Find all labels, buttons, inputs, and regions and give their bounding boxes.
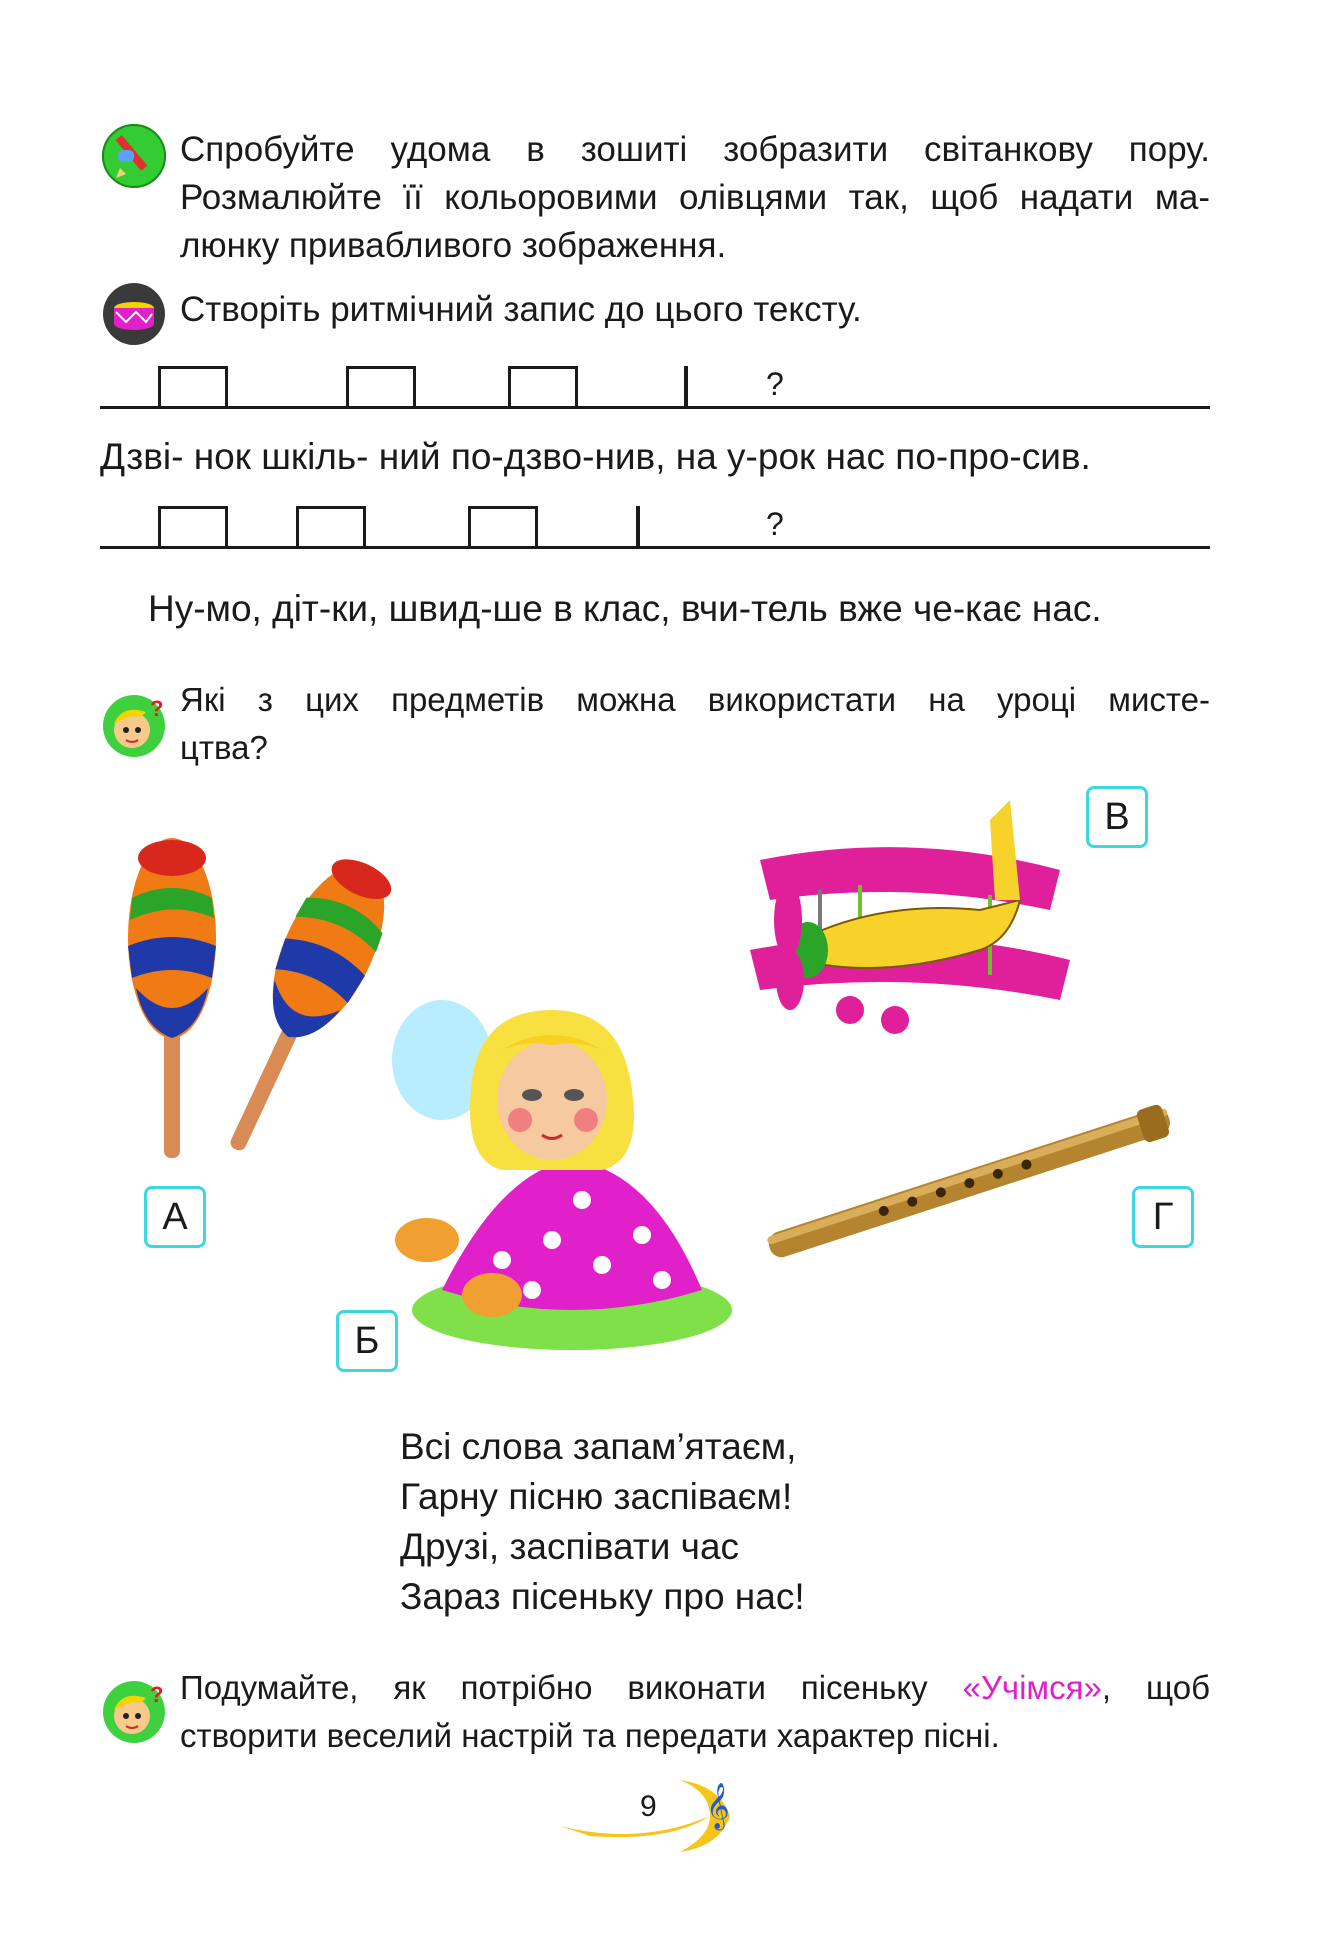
poem [400,1422,805,1622]
footer-swoosh [560,1776,760,1856]
task-song-after: , щоб [1101,1669,1211,1706]
task-draw-line-3: люнку привабливого зображення. [180,226,727,265]
rhythm-box[interactable] [508,366,578,407]
rhythm-question-mark: ? [766,506,784,542]
maracas-picture [120,838,410,1198]
task-items-text [180,676,1210,772]
pencil-draw-icon [102,124,166,188]
rhythm-question-mark: ? [766,366,784,402]
rhythm-line [100,406,1210,409]
poem-line-4: Зараз пісеньку про нас! [400,1576,805,1617]
task-draw-text [180,126,1210,270]
rhythm-lyric-1: Дзві- нок шкіль- ний по-дзво-нив, на у-рок нас по-про-сив. [100,436,1091,477]
song-title: «Учімся» [962,1669,1102,1706]
toy-airplane-picture [740,790,1080,1060]
item-label-a: А [144,1186,206,1248]
task-song-text [180,1664,1210,1760]
thinking-child-icon [102,694,166,758]
task-draw-line-2: Розмалюйте її кольоровими олівцями так, щоб надати ма- [180,178,1210,217]
treble-clef-icon: 𝄞 [706,1784,730,1828]
item-label-b: Б [336,1310,398,1372]
task-draw-line-1: Спробуйте удома в зошиті зобразити світанкову пору. [180,130,1210,169]
task-items-line-1: Які з цих предметів можна використати на уроці мисте- [180,681,1210,718]
rhythm-line [100,546,1210,549]
rhythm-box[interactable] [296,506,366,547]
item-label-g: Г [1132,1186,1194,1248]
task-items-line-2: цтва? [180,729,268,766]
drum-icon [102,282,166,346]
svg-text:?: ? [150,1682,164,1707]
poem-line-3: Друзі, заспівати час [400,1526,740,1567]
poem-line-1: Всі слова запам’ятаєм, [400,1426,797,1467]
page-number: 9 [640,1790,657,1823]
rhythm-box[interactable] [468,506,538,547]
task-rhythm-text: Створіть ритмічний запис до цього тексту. [180,290,862,329]
flute-picture [750,1100,1190,1270]
rhythm-box[interactable] [158,506,228,547]
task-song-line-2: створити веселий настрій та передати характер пісні. [180,1717,1000,1754]
rhythm-box[interactable] [158,366,228,407]
item-label-v: В [1086,786,1148,848]
svg-text:?: ? [150,696,164,721]
rhythm-barline [684,366,688,406]
rhythm-barline [636,506,640,546]
poem-line-2: Гарну пісню заспіваєм! [400,1476,793,1517]
task-song-line-1 [180,1664,1210,1712]
task-song-before: Подумайте, як потрібно виконати пісеньку [180,1669,963,1706]
rhythm-box[interactable] [346,366,416,407]
thinking-child-icon [102,1680,166,1744]
doll-picture [382,990,732,1350]
rhythm-lyric-2: Ну-мо, діт-ки, швид-ше в клас, вчи-тель вже че-кає нас. [148,588,1102,629]
